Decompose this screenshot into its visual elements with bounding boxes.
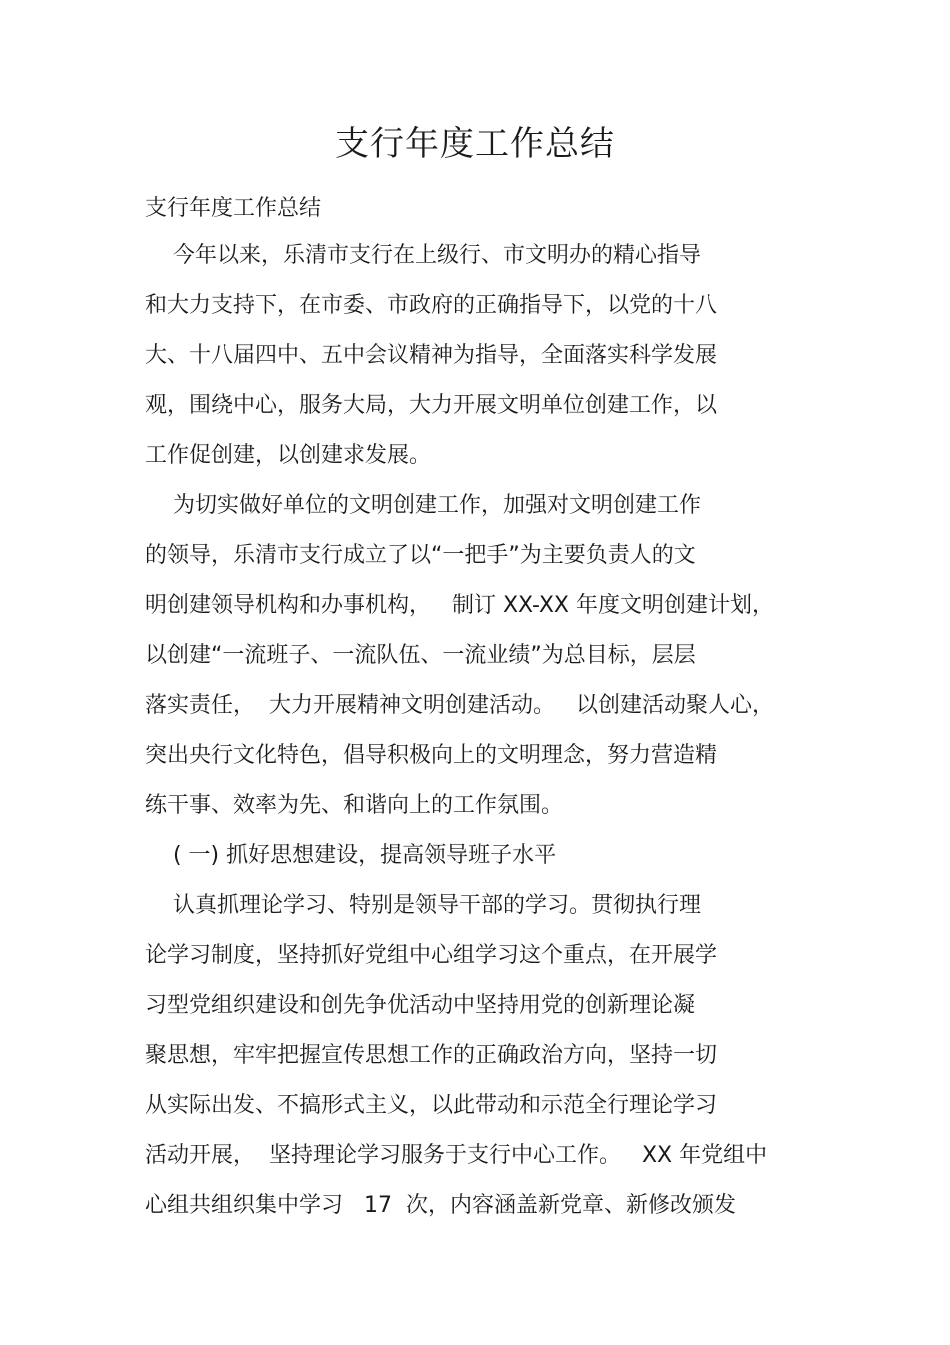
paragraph-line: 心组共组织集中学习 17 次，内容涵盖新党章、新修改颁发 xyxy=(145,1193,736,1218)
paragraph-line: 和大力支持下，在市委、市政府的正确指导下，以党的十八 xyxy=(145,293,718,318)
paragraph-line: 工作促创建，以创建求发展。 xyxy=(145,443,432,468)
paragraph-line: 的领导，乐清市支行成立了以“一把手”为主要负责人的文 xyxy=(145,543,696,568)
paragraph-line: 突出央行文化特色，倡导积极向上的文明理念，努力营造精 xyxy=(145,743,718,768)
paragraph-line: 为切实做好单位的文明创建工作，加强对文明创建工作 xyxy=(145,493,701,518)
section-heading: ( 一) 抓好思想建设，提高领导班子水平 xyxy=(145,843,557,868)
paragraph-line: 聚思想，牢牢把握宣传思想工作的正确政治方向，坚持一切 xyxy=(145,1043,718,1068)
paragraph-line: 认真抓理论学习、特别是领导干部的学习。贯彻执行理 xyxy=(145,893,701,918)
paragraph-line: 从实际出发、不搞形式主义，以此带动和示范全行理论学习 xyxy=(145,1093,718,1118)
paragraph-line: 论学习制度，坚持抓好党组中心组学习这个重点，在开展学 xyxy=(145,943,718,968)
paragraph-line: 观，围绕中心，服务大局，大力开展文明单位创建工作，以 xyxy=(145,393,718,418)
paragraph-line: 今年以来，乐清市支行在上级行、市文明办的精心指导 xyxy=(145,243,701,268)
paragraph-line: 落实责任， 大力开展精神文明创建活动。 以创建活动聚人心， xyxy=(145,693,774,718)
paragraph-line: 习型党组织建设和创先争优活动中坚持用党的创新理论凝 xyxy=(145,993,696,1018)
paragraph-line: 明创建领导机构和办事机构， 制订 XX-XX 年度文明创建计划， xyxy=(145,593,774,618)
paragraph-line: 练干事、效率为先、和谐向上的工作氛围。 xyxy=(145,793,564,818)
document-subtitle: 支行年度工作总结 xyxy=(145,196,322,221)
document-title: 支行年度工作总结 xyxy=(335,124,615,164)
paragraph-line: 以创建“一流班子、一流队伍、一流业绩”为总目标，层层 xyxy=(145,643,696,668)
paragraph-line: 活动开展， 坚持理论学习服务于支行中心工作。 XX 年党组中 xyxy=(145,1143,768,1168)
paragraph-line: 大、十八届四中、五中会议精神为指导，全面落实科学发展 xyxy=(145,343,718,368)
